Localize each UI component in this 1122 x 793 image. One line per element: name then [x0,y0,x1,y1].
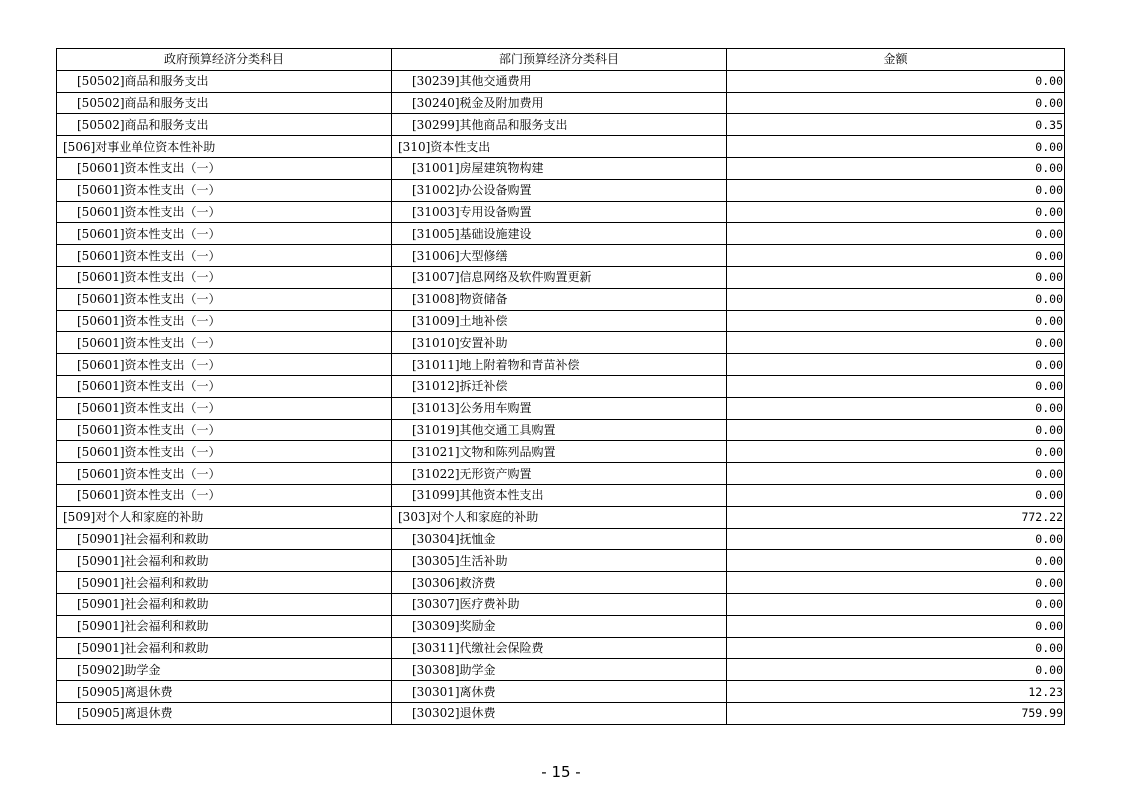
table-row [57,266,1065,288]
cell-gov-classification: [50601]资本性支出（一） [57,245,392,267]
cell-dept-classification: [31021]文物和陈列品购置 [392,441,727,463]
table-row [57,659,1065,681]
cell-dept-classification: [30311]代缴社会保险费 [392,637,727,659]
cell-gov-classification: [50601]资本性支出（一） [57,201,392,223]
cell-dept-classification: [30302]退休费 [392,702,727,724]
cell-amount: 0.00 [727,637,1065,659]
cell-amount: 772.22 [727,506,1065,528]
table-row [57,397,1065,419]
cell-amount: 0.35 [727,114,1065,136]
cell-amount: 12.23 [727,681,1065,703]
cell-amount: 0.00 [727,266,1065,288]
cell-amount: 0.00 [727,92,1065,114]
cell-amount: 0.00 [727,441,1065,463]
cell-dept-classification: [30301]离休费 [392,681,727,703]
cell-amount: 0.00 [727,550,1065,572]
cell-amount: 0.00 [727,245,1065,267]
cell-gov-classification: [50601]资本性支出（一） [57,157,392,179]
table-row [57,354,1065,376]
cell-dept-classification: [30307]医疗费补助 [392,593,727,615]
cell-dept-classification: [31022]无形资产购置 [392,463,727,485]
cell-dept-classification: [31003]专用设备购置 [392,201,727,223]
cell-dept-classification: [30239]其他交通费用 [392,70,727,92]
table-row [57,375,1065,397]
cell-gov-classification: [50901]社会福利和救助 [57,528,392,550]
cell-gov-classification: [50601]资本性支出（一） [57,266,392,288]
cell-amount: 0.00 [727,354,1065,376]
header-dept-classification: 部门预算经济分类科目 [392,49,727,71]
table-row [57,484,1065,506]
cell-gov-classification: [50502]商品和服务支出 [57,92,392,114]
cell-amount: 0.00 [727,484,1065,506]
table-row [57,463,1065,485]
cell-dept-classification: [310]资本性支出 [392,136,727,158]
cell-gov-classification: [50601]资本性支出（一） [57,441,392,463]
cell-amount: 0.00 [727,179,1065,201]
cell-dept-classification: [31010]安置补助 [392,332,727,354]
cell-gov-classification: [50905]离退休费 [57,681,392,703]
cell-dept-classification: [31005]基础设施建设 [392,223,727,245]
cell-gov-classification: [50901]社会福利和救助 [57,593,392,615]
table-row [57,637,1065,659]
cell-amount: 0.00 [727,615,1065,637]
cell-gov-classification: [50901]社会福利和救助 [57,615,392,637]
table-row [57,310,1065,332]
cell-amount: 0.00 [727,223,1065,245]
table-row [57,681,1065,703]
cell-gov-classification: [50601]资本性支出（一） [57,397,392,419]
cell-dept-classification: [31001]房屋建筑物构建 [392,157,727,179]
cell-gov-classification: [50601]资本性支出（一） [57,179,392,201]
cell-gov-classification: [50601]资本性支出（一） [57,310,392,332]
table-row [57,136,1065,158]
table-row [57,179,1065,201]
cell-dept-classification: [31002]办公设备购置 [392,179,727,201]
cell-gov-classification: [50601]资本性支出（一） [57,484,392,506]
cell-amount: 0.00 [727,528,1065,550]
cell-dept-classification: [31009]土地补偿 [392,310,727,332]
table-row [57,157,1065,179]
cell-amount: 0.00 [727,397,1065,419]
cell-amount: 0.00 [727,375,1065,397]
table-body [57,70,1065,724]
cell-amount: 0.00 [727,157,1065,179]
cell-gov-classification: [50901]社会福利和救助 [57,637,392,659]
cell-gov-classification: [50901]社会福利和救助 [57,550,392,572]
table-row [57,288,1065,310]
page-number: - 15 - [541,763,581,781]
cell-dept-classification: [31012]拆迁补偿 [392,375,727,397]
cell-gov-classification: [50601]资本性支出（一） [57,354,392,376]
table-row [57,114,1065,136]
cell-dept-classification: [31011]地上附着物和青苗补偿 [392,354,727,376]
budget-classification-table [56,48,1065,725]
cell-dept-classification: [31019]其他交通工具购置 [392,419,727,441]
table-row [57,702,1065,724]
table-row [57,201,1065,223]
cell-amount: 0.00 [727,136,1065,158]
cell-amount: 0.00 [727,70,1065,92]
cell-dept-classification: [30240]税金及附加费用 [392,92,727,114]
table-row [57,441,1065,463]
table-row [57,419,1065,441]
cell-gov-classification: [50502]商品和服务支出 [57,70,392,92]
cell-dept-classification: [30309]奖励金 [392,615,727,637]
table-row [57,572,1065,594]
cell-dept-classification: [31006]大型修缮 [392,245,727,267]
cell-gov-classification: [50502]商品和服务支出 [57,114,392,136]
cell-gov-classification: [50901]社会福利和救助 [57,572,392,594]
cell-dept-classification: [30308]助学金 [392,659,727,681]
cell-amount: 0.00 [727,332,1065,354]
cell-gov-classification: [50601]资本性支出（一） [57,223,392,245]
cell-amount: 0.00 [727,659,1065,681]
cell-dept-classification: [31099]其他资本性支出 [392,484,727,506]
cell-gov-classification: [506]对事业单位资本性补助 [57,136,392,158]
table-row [57,550,1065,572]
cell-dept-classification: [31013]公务用车购置 [392,397,727,419]
cell-amount: 0.00 [727,419,1065,441]
cell-gov-classification: [50601]资本性支出（一） [57,332,392,354]
cell-amount: 0.00 [727,201,1065,223]
cell-gov-classification: [509]对个人和家庭的补助 [57,506,392,528]
table-header-row [57,49,1065,71]
table-row [57,70,1065,92]
cell-gov-classification: [50601]资本性支出（一） [57,375,392,397]
cell-dept-classification: [303]对个人和家庭的补助 [392,506,727,528]
cell-gov-classification: [50905]离退休费 [57,702,392,724]
table-row [57,245,1065,267]
cell-amount: 759.99 [727,702,1065,724]
cell-dept-classification: [30306]救济费 [392,572,727,594]
table-row [57,593,1065,615]
header-gov-classification: 政府预算经济分类科目 [57,49,392,71]
cell-dept-classification: [30299]其他商品和服务支出 [392,114,727,136]
table-row [57,332,1065,354]
header-amount: 金额 [727,49,1065,71]
cell-dept-classification: [31007]信息网络及软件购置更新 [392,266,727,288]
cell-amount: 0.00 [727,463,1065,485]
cell-gov-classification: [50601]资本性支出（一） [57,463,392,485]
table-row [57,223,1065,245]
cell-dept-classification: [31008]物资储备 [392,288,727,310]
table-row [57,92,1065,114]
cell-dept-classification: [30304]抚恤金 [392,528,727,550]
cell-amount: 0.00 [727,288,1065,310]
table-row [57,615,1065,637]
cell-amount: 0.00 [727,593,1065,615]
cell-gov-classification: [50601]资本性支出（一） [57,288,392,310]
cell-amount: 0.00 [727,310,1065,332]
table-row [57,528,1065,550]
cell-gov-classification: [50902]助学金 [57,659,392,681]
cell-dept-classification: [30305]生活补助 [392,550,727,572]
cell-amount: 0.00 [727,572,1065,594]
cell-gov-classification: [50601]资本性支出（一） [57,419,392,441]
table-row [57,506,1065,528]
